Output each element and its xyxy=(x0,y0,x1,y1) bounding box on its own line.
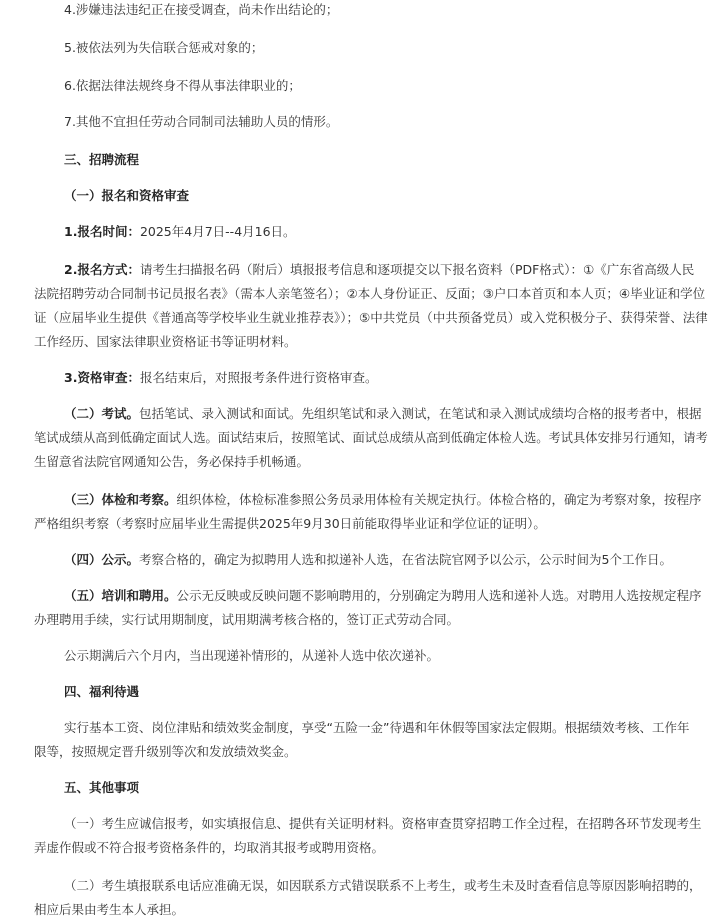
section-5-item-2-line-1: （二）考生填报联系电话应准确无误，如因联系方式错误联系不上考生，或考生未及时查看信息等原因影响招聘的， xyxy=(64,878,702,893)
intro-item-7: 7.其他不宜担任劳动合同制司法辅助人员的情形。 xyxy=(64,114,339,129)
item-2-line-1 xyxy=(64,262,694,278)
section-5-item-1-line-2: 弄虚作假或不符合报考资格条件的，均取消其报考或聘用资格。 xyxy=(34,840,385,855)
item-3-text: 报名结束后，对照报考条件进行资格审查。 xyxy=(139,370,378,385)
item-2-line-2: 法院招聘劳动合同制书记员报名表》（需本人亲笔签名）；②本人身份证正、反面；③户口本首页和本人页；④毕业证和学位 xyxy=(34,286,706,301)
section-4-title: 四、福利待遇 xyxy=(64,684,140,699)
subsection-2-line-2: 笔试成绩从高到低确定面试人选。面试结束后，按照笔试、面试总成绩从高到低确定体检人选。考试具体安排另行通知，请考 xyxy=(34,431,708,445)
section-5-item-1-line-1: （一）考生应诚信报考，如实填报信息、提供有关证明材料。资格审查贯穿招聘工作全过程，在招聘各环节发现考生 xyxy=(64,816,702,831)
subsection-5-line-1 xyxy=(64,588,702,604)
subsection-1-title: （一）报名和资格审查 xyxy=(64,188,190,203)
section-4-line-1: 实行基本工资、岗位津贴和绩效奖金制度，享受“五险一金”待遇和年休假等国家法定假期。根据绩效考核、工作年 xyxy=(64,720,690,735)
subsection-2-line-3: 生留意省法院官网通知公告，务必保持手机畅通。 xyxy=(34,454,310,469)
item-3-label: 3.资格审查： xyxy=(64,370,140,385)
section-3-title: 三、招聘流程 xyxy=(64,152,140,167)
subsection-3-line-2: 严格组织考察（考察时应届毕业生需提供2025年9月30日前能取得毕业证和学位证的证明）。 xyxy=(34,516,546,531)
substitution-note: 公示期满后六个月内，当出现递补情形的，从递补人选中依次递补。 xyxy=(64,648,440,663)
intro-item-4: 4.涉嫌违法违纪正在接受调查，尚未作出结论的； xyxy=(64,2,339,17)
subsection-3-text-1: 组织体检，体检标准参照公务员录用体检有关规定执行。体检合格的，确定为考察对象，按程序 xyxy=(176,492,702,507)
subsection-5-title: （五）培训和聘用。 xyxy=(64,588,177,603)
subsection-4-title: （四）公示。 xyxy=(64,552,140,567)
item-2-text-1: 请考生扫描报名码（附后）填报报考信息和逐项提交以下报名资料（PDF格式）：①《广东省高级人民 xyxy=(139,262,695,277)
intro-item-6: 6.依据法律法规终身不得从事法律职业的； xyxy=(64,78,301,93)
item-2-label: 2.报名方式： xyxy=(64,262,140,277)
subsection-4-text: 考察合格的，确定为拟聘用人选和拟递补人选，在省法院官网予以公示，公示时间为5个工作日。 xyxy=(139,552,672,567)
subsection-2-text-1: 包括笔试、录入测试和面试。先组织笔试和录入测试，在笔试和录入测试成绩均合格的报考者中，根据 xyxy=(139,406,702,421)
subsection-5-text-1: 公示无反映或反映问题不影响聘用的，分别确定为聘用人选和递补人选。对聘用人选按规定程序 xyxy=(176,588,702,603)
subsection-4-line xyxy=(64,552,672,568)
item-2-line-4: 工作经历、国家法律职业资格证书等证明材料。 xyxy=(34,334,297,349)
item-3-qualification-review xyxy=(64,370,377,386)
section-5-title: 五、其他事项 xyxy=(64,780,140,795)
item-1-label: 1.报名时间： xyxy=(64,224,140,239)
item-2-line-3: 证（应届毕业生提供《普通高等学校毕业生就业推荐表》）；⑤中共党员（中共预备党员）或入党积极分子、获得荣誉、法律 xyxy=(34,310,708,325)
subsection-3-line-1 xyxy=(64,492,702,508)
subsection-3-title: （三）体检和考察。 xyxy=(64,492,177,507)
subsection-2-line-1 xyxy=(64,406,702,422)
subsection-2-title: （二）考试。 xyxy=(64,406,140,421)
subsection-5-line-2: 办理聘用手续，实行试用期制度，试用期满考核合格的，签订正式劳动合同。 xyxy=(34,612,460,627)
item-1-registration-time xyxy=(64,224,296,240)
intro-item-5: 5.被依法列为失信联合惩戒对象的； xyxy=(64,40,264,55)
item-1-text: 2025年4月7日--4月16日。 xyxy=(139,224,296,239)
section-5-item-2-line-2: 相应后果由考生本人承担。 xyxy=(34,902,185,917)
section-4-line-2: 限等，按照规定晋升级别等次和发放绩效奖金。 xyxy=(34,744,297,759)
